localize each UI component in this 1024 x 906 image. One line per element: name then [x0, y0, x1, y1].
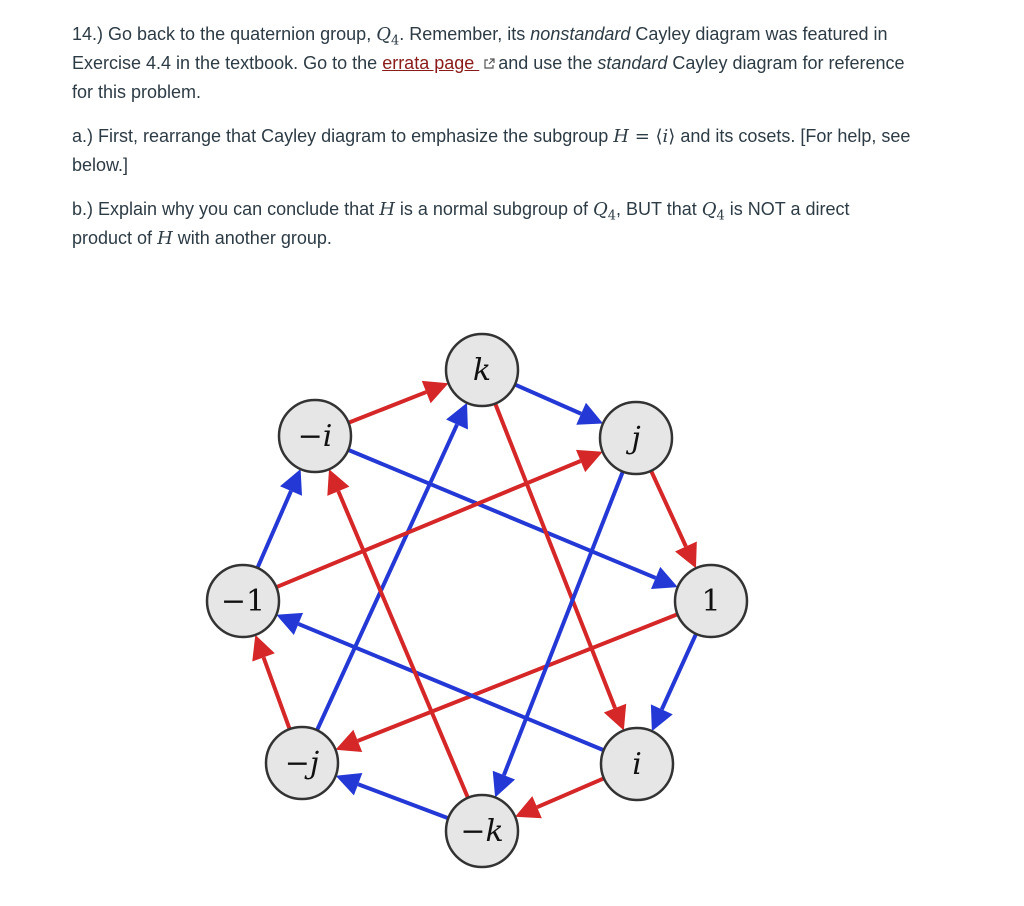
- math-subscript: 4: [716, 208, 725, 224]
- math-h: H: [157, 228, 173, 249]
- intro-text: and use the: [498, 53, 598, 73]
- node-negj: [266, 727, 338, 799]
- intro-text: Cayley diagram was featured in Exercise 4.4 in the textbook. Go to the: [72, 24, 888, 73]
- cayley-diagram: [190, 320, 770, 890]
- diagram-nodes: [207, 334, 747, 867]
- math-bracket: ⟩: [668, 126, 676, 147]
- part-b-text: is a normal subgroup of: [394, 199, 593, 219]
- part-a-text: and its cosets. [For help, see below.]: [72, 126, 911, 175]
- red-edge-negone-to-j: [276, 461, 580, 587]
- part-a-text: a.) First, rearrange that Cayley diagram to emphasize the subgroup: [72, 126, 614, 146]
- math-q: Q: [593, 199, 608, 220]
- math-h: H: [379, 199, 395, 220]
- emphasis-nonstandard: nonstandard: [530, 24, 631, 44]
- node-negone: [207, 565, 279, 637]
- blue-edge-j-to-negk: [504, 472, 623, 776]
- blue-edge-i-to-negone: [298, 624, 603, 750]
- node-negi: [279, 400, 351, 472]
- red-edge-i-to-negk: [537, 778, 604, 807]
- node-label-one: 1: [701, 584, 721, 619]
- node-k: [446, 334, 518, 406]
- blue-edge-one-to-i: [662, 634, 696, 710]
- emphasis-standard: standard: [597, 53, 668, 73]
- node-i: [601, 728, 673, 800]
- part-b: [72, 195, 912, 253]
- blue-edge-negj-to-k: [317, 425, 457, 731]
- blue-edge-negone-to-negi: [257, 491, 291, 568]
- part-a: [72, 122, 912, 180]
- part-b-text: , BUT that: [616, 199, 702, 219]
- intro-text: Cayley diagram for reference for this problem.: [72, 53, 905, 102]
- math-i: i: [662, 126, 669, 147]
- math-q: Q: [701, 199, 717, 220]
- math-subscript: 4: [390, 33, 400, 49]
- math-subscript: 4: [607, 208, 617, 224]
- part-b-text: b.) Explain why you can conclude that: [72, 199, 380, 219]
- intro-text: . Remember, its: [399, 24, 531, 44]
- math-q: Q: [376, 24, 391, 45]
- node-one: [675, 565, 747, 637]
- red-edge-negi-to-k: [348, 392, 426, 423]
- part-b-text: with another group.: [172, 228, 332, 248]
- red-edge-negj-to-negone: [264, 657, 290, 729]
- node-label-negj: −j: [284, 746, 320, 781]
- red-edge-one-to-negj: [358, 614, 678, 741]
- external-link-icon: [483, 58, 495, 70]
- math-eq: = ⟨: [628, 126, 663, 147]
- problem-text: [72, 20, 912, 253]
- node-label-k: k: [472, 353, 492, 388]
- node-label-i: i: [632, 747, 642, 782]
- blue-edge-k-to-j: [515, 385, 581, 414]
- intro-text: 14.) Go back to the quaternion group,: [72, 24, 377, 44]
- node-j: [600, 402, 672, 474]
- problem-intro: [72, 20, 912, 107]
- node-label-negk: −k: [460, 814, 504, 849]
- node-label-negi: −i: [297, 419, 333, 454]
- node-negk: [446, 795, 518, 867]
- blue-edge-negk-to-negj: [358, 784, 448, 818]
- errata-page-link[interactable]: errata page: [382, 53, 480, 73]
- math-h: H: [613, 126, 629, 147]
- part-b-text: is NOT a direct product of: [72, 199, 850, 248]
- node-label-j: j: [631, 421, 641, 456]
- red-edge-j-to-one: [651, 471, 686, 547]
- node-label-negone: −1: [220, 584, 266, 619]
